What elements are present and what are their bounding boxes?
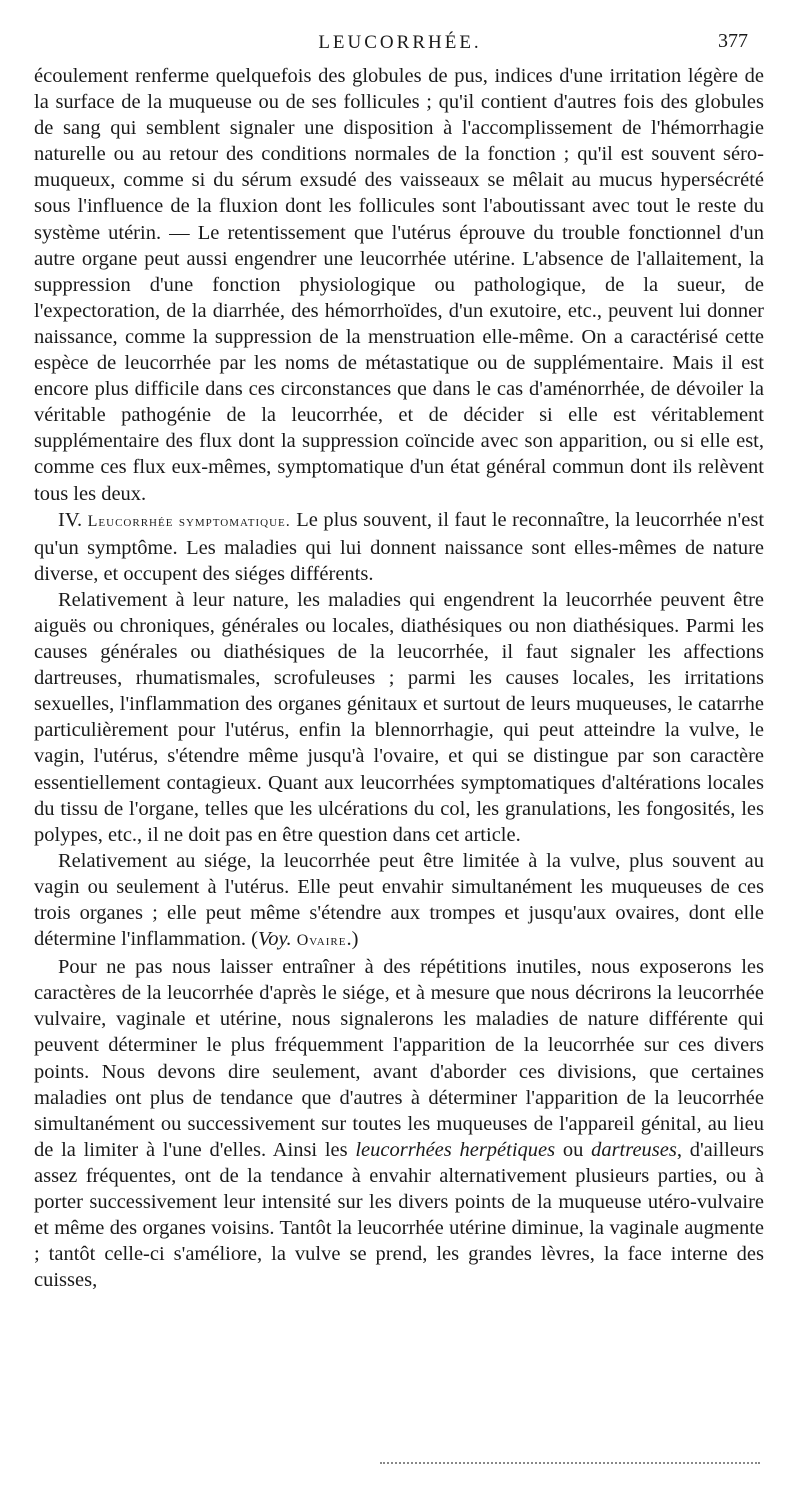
paragraph-text: Relativement au siége, la leucorrhée peut être limitée à la vulve, plus souvent au vagin ou seulement à l'utérus. Elle peut envahir simultanément les muqueuses de ces trois organes ; elle peut même s'étendre aux trompes et jusqu'aux ovaires, dont elle détermine l'inflammation.: [34, 849, 764, 951]
page-header: [0, 30, 800, 60]
voy-abbrev: Voy.: [258, 928, 292, 951]
section-heading: Leucorrhée symptomatique.: [87, 512, 291, 530]
paragraph-text: Relativement à leur nature, les maladies qui engendrent la leucorrhée peuvent être aiguës ou chroniques, générales ou locales, diathésiques ou non diathésiques. Parmi les causes générales ou diathésiques de la leucorrhée, il faut signaler les affections dartreuses, rhumatismales, scrofuleuses ; parmi les causes locales, les irritations sexuelles, l'inflammation des organes génitaux et surtout de leurs muqueuses, le catarrhe particulièrement pour l'utérus, enfin la blennorrhagie, qui peut atteindre la vulve, le vagin, l'utérus, s'étendre même jusqu'à l'ovaire, et qui se distingue par son caractère essentiellement contagieux. Quant aux leucorrhées symptomatiques d'altérations locales du tissu de l'organe, telles que les ulcérations du col, les granulations, les fongosités, les polypes, etc., il ne doit pas en être question dans cet article.: [34, 588, 764, 846]
paragraph-text: , d'ailleurs assez fréquentes, ont de la tendance à envahir alternativement plusieurs parties, ou à porter successivement leur intensité sur les divers points de la muqueuse utéro-vulvaire et même des organes voisins. Tantôt la leucorrhée utérine diminue, la vaginale augmente ; tantôt celle-ci s'améliore, la vulve se prend, les grandes lèvres, la face interne des cuisses,: [34, 1138, 764, 1292]
body-text: [34, 63, 764, 1293]
paragraph-siege: [34, 848, 764, 954]
reference-target: Ovaire: [296, 932, 347, 950]
page-footer-rule: [380, 1462, 760, 1466]
paragraph-nature: [34, 587, 764, 848]
paragraph-text: Pour ne pas nous laisser entraîner à des répétitions inutiles, nous exposerons les caractères de la leucorrhée d'après le siége, et à mesure que nous décrirons la leucorrhée vulvaire, vaginale et utérine, nous signalerons les maladies de nature différente qui peuvent déterminer le plus fréquemment l'apparition de la leucorrhée sur ces divers points. Nous devons dire seulement, avant d'aborder ces divisions, que certaines maladies ont plus de tendance que d'autres à déterminer l'apparition de la leucorrhée simultanément ou successivement sur toutes les muqueuses de l'appareil génital, au lieu de la limiter à l'une d'elles. Ainsi les: [34, 956, 764, 1161]
paragraph-continuation: [34, 63, 764, 507]
paragraph-symptomatic: [34, 507, 764, 587]
section-number: IV.: [58, 508, 83, 531]
paragraph-repetitions: Pour ne pas nous laisser entraîner à des répétitions inutiles, nous exposerons les caractères de la leucorrhée d'après le siége, et à mesure que nous décrirons la leucorrhée vulvaire, vaginale et utérine, nous signalerons les maladies de nature différente qui peuvent déterminer le plus fréquemment l'apparition de la leucorrhée sur ces divers points. Nous devons dire seulement, avant d'aborder ces divisions, que certaines maladies ont plus de tendance que d'autres à déterminer l'apparition de la leucorrhée simultanément ou successivement sur toutes les muqueuses de l'appareil génital, au lieu de la limiter à l'une d'elles. Ainsi les leucorrhées herpétiques ou dartreuses, d'ailleurs assez fréquentes, ont de la tendance à envahir alternativement plusieurs parties, ou à porter successivement leur intensité sur les divers points de la muqueuse utéro-vulvaire et même des organes voisins. Tantôt la leucorrhée utérine diminue, la vaginale augmente ; tantôt celle-ci s'améliore, la vulve se prend, les grandes lèvres, la face interne des cuisses,: [34, 956, 764, 1292]
running-title: LEUCORRHÉE.: [318, 32, 482, 53]
cross-reference: (Voy. Ovaire.): [251, 928, 359, 951]
emphasis-herpetiques: leucorrhées herpétiques: [355, 1138, 556, 1161]
emphasis-dartreuses: dartreuses: [591, 1138, 677, 1161]
paragraph-text: Le plus souvent, il faut le reconnaître, la leucorrhée n'est qu'un symptôme. Les maladies qui lui donnent naissance sont elles-mêmes de nature diverse, et occupent des siéges différents.: [34, 508, 765, 585]
paragraph-text: écoulement renferme quelquefois des globules de pus, indices d'une irritation légère de la surface de la muqueuse ou de ses follicules ; qu'il contient d'autres fois des globules de sang qui semblent signaler une disposition à l'accomplissement de l'hémorrhagie naturelle ou au retour des conditions normales de la fonction ; qu'il est souvent séro-muqueux, comme si du sérum exsudé des vaisseaux se mêlait au mucus hypersécrété sous l'influence de la fluxion dont les follicules sont l'aboutissant avec tout le reste du système utérin. — Le retentissement que l'utérus éprouve du trouble fonctionnel d'un autre organe peut aussi engendrer une leucorrhée utérine. L'absence de l'allaitement, la suppression d'une fonction physiologique ou pathologique, de la sueur, de l'expectoration, de la diarrhée, des hémorrhoïdes, d'un exutoire, etc., peuvent lui donner naissance, comme la suppression de la menstruation elle-même. On a caractérisé cette espèce de leucorrhée par les noms de métastatique ou de supplémentaire. Mais il est encore plus difficile dans ces circonstances que dans le cas d'aménorrhée, de dévoiler la véritable pathogénie de la leucorrhée, et de décider si elle est véritablement supplémentaire des flux dont la suppression coïncide avec son apparition, ou si elle est, comme ces flux eux-mêmes, symptomatique d'un état général commun dont ils relèvent tous les deux.: [34, 65, 764, 505]
page-number: 377: [718, 30, 748, 52]
